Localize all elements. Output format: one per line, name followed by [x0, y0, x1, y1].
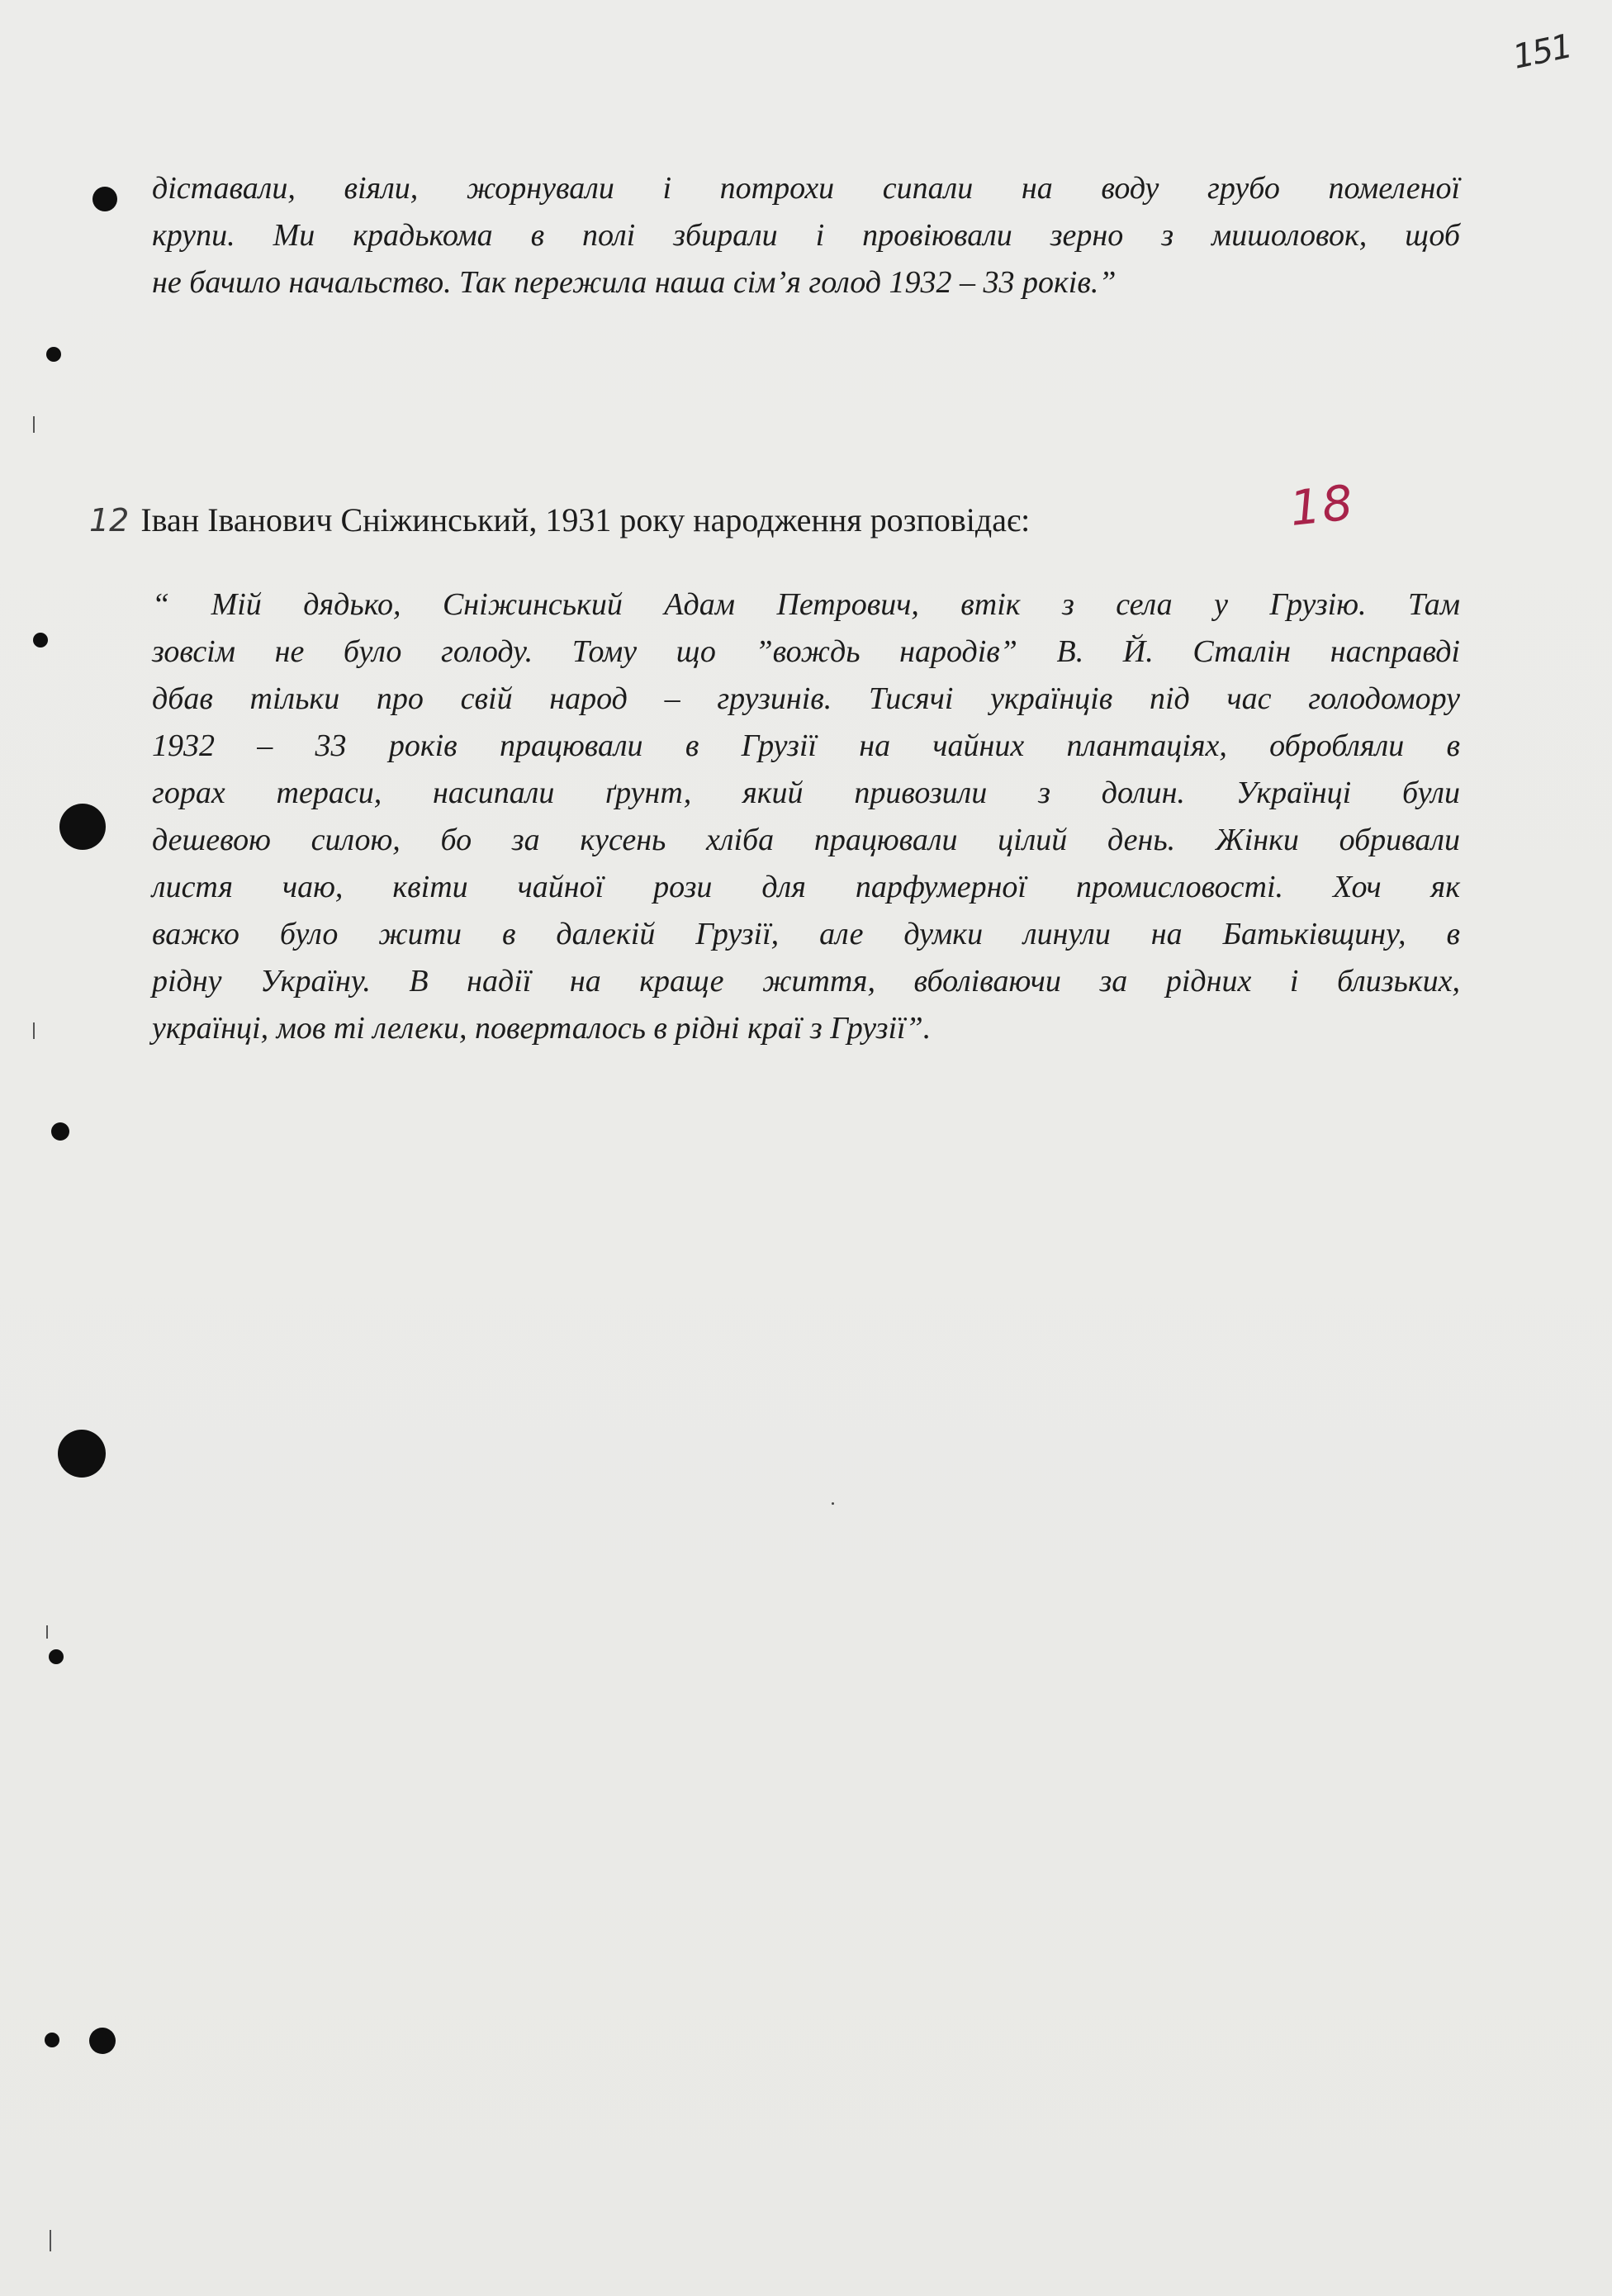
folio-number: 151 — [1509, 27, 1575, 77]
punch-hole — [92, 187, 117, 211]
margin-nick — [33, 416, 35, 433]
continuation-paragraph — [152, 165, 1460, 306]
quote-line: листя чаю, квiти чайної рози для парфумерної промисловостi. Хоч як — [152, 870, 1460, 904]
punch-hole — [51, 1122, 69, 1141]
heading-text: Iван Iванович Снiжинський, 1931 року народження розповiдає: — [140, 501, 1031, 538]
punch-hole — [33, 633, 48, 648]
margin-nick — [33, 1022, 35, 1039]
handwritten-red-mark: 18 — [1287, 474, 1358, 537]
quote-line: горах тераси, насипали ґрунт, який привозили з долин. Українцi були — [152, 776, 1460, 810]
quote-line: 1932 – 33 рокiв працювали в Грузiї на чайних плантацiях, обробляли в — [152, 728, 1460, 763]
quote-line: дбав тiльки про свiй народ – грузинiв. Тисячi українцiв пiд час голодомору — [152, 681, 1460, 716]
margin-nick — [46, 1625, 48, 1639]
quote-line: зовсiм не було голоду. Тому що ”вождь народiв” В. Й. Сталiн насправдi — [152, 634, 1460, 669]
paragraph-line: крупи. Ми крадькома в полi збирали i провiювали зерно з мишоловок, щоб — [152, 218, 1460, 253]
paper-speck — [832, 1502, 834, 1505]
testimony-heading — [89, 487, 1030, 553]
punch-hole — [49, 1649, 64, 1664]
punch-hole — [45, 2033, 59, 2047]
testimony-quote — [152, 581, 1460, 1052]
quote-line: українцi, мов тi лелеки, поверталось в рiднi краї з Грузiї”. — [152, 1011, 932, 1046]
punch-hole — [58, 1430, 106, 1478]
punch-hole — [46, 347, 61, 362]
punch-hole — [89, 2028, 116, 2054]
handwritten-entry-number: 12 — [89, 502, 130, 538]
paragraph-line: дiставали, вiяли, жорнували i потрохи сипали на воду грубо помеленої — [152, 171, 1460, 206]
quote-line: дешевою силою, бо за кусень хлiба працювали цiлий день. Жiнки обривали — [152, 823, 1460, 857]
paragraph-line: не бачило начальство. Так пережила наша сiм’я голод 1932 – 33 рокiв.” — [152, 265, 1117, 300]
quote-line: “ Мiй дядько, Снiжинський Адам Петрович, втiк з села у Грузiю. Там — [152, 587, 1460, 622]
quote-line: важко було жити в далекiй Грузiї, але думки линули на Батькiвщину, в — [152, 917, 1460, 951]
punch-hole — [59, 804, 106, 850]
margin-nick — [50, 2230, 51, 2251]
quote-line: рiдну Україну. В надiї на краще життя, вболiваючи за рiдних i близьких, — [152, 964, 1460, 999]
